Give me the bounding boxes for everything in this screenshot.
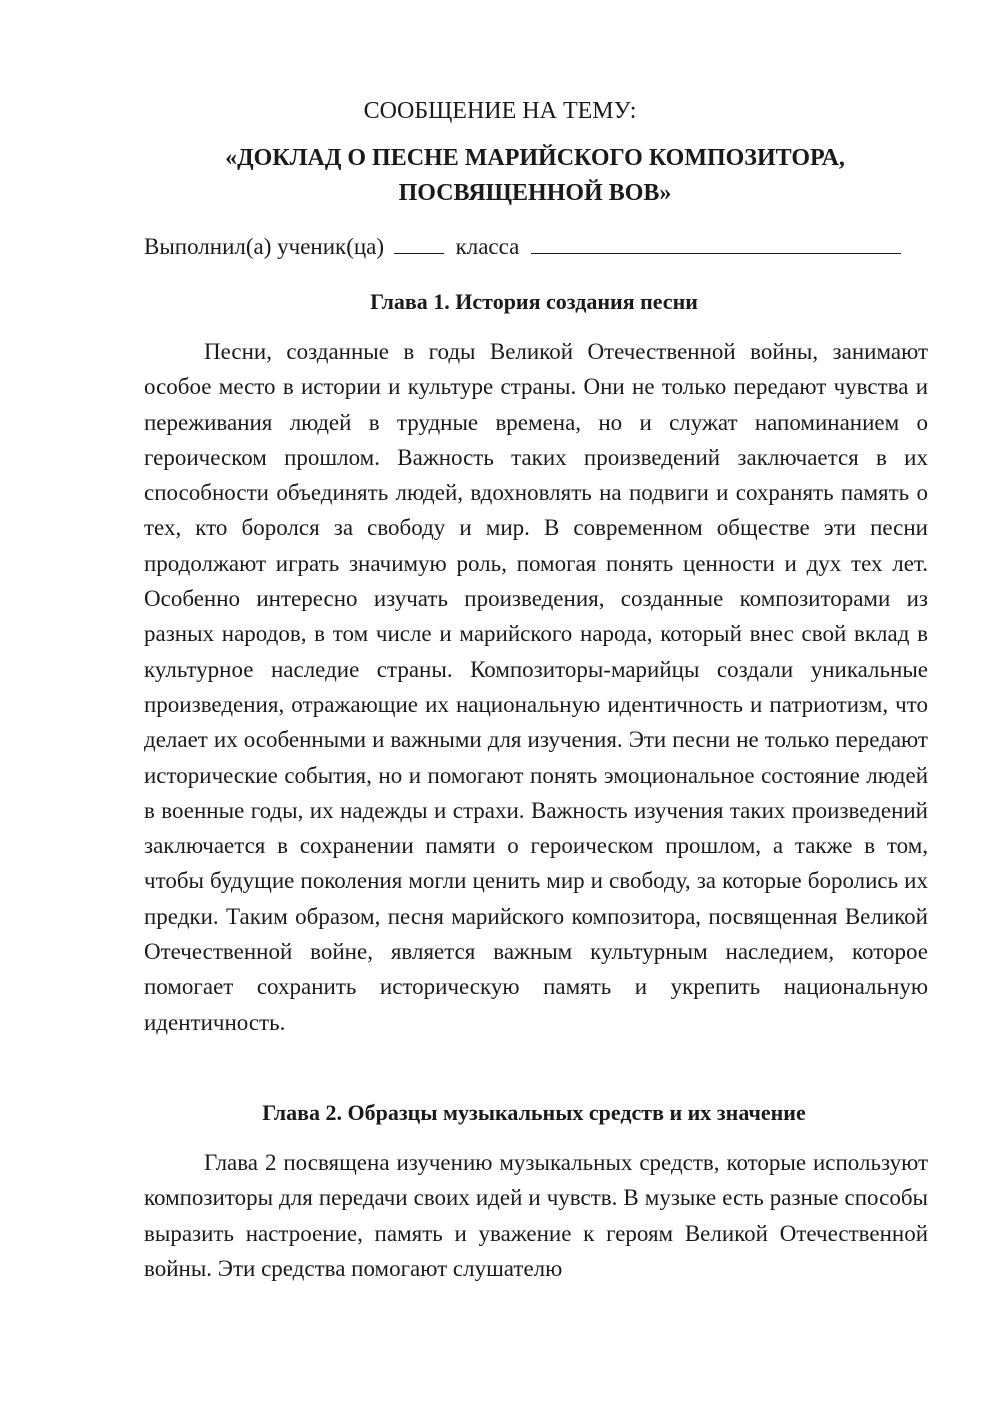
chapter-2-heading: Глава 2. Образцы музыкальных средств и их значение: [262, 1100, 806, 1125]
subject-line: СООБЩЕНИЕ НА ТЕМУ:: [363, 98, 637, 124]
chapter-2-paragraph: Глава 2 посвящена изучению музыкальных средств, которые используют композиторы для передачи своих идей и чувств. В музыке есть разные способы выразить настроение, память и уважение к героям Великой Отечественной войны. Эти средства помогают слушателю: [144, 1150, 928, 1281]
chapter-1-heading: Глава 1. История создания песни: [370, 289, 698, 314]
student-name-blank: [531, 231, 901, 254]
author-sign-prefix: Выполнил(а) ученик(ца): [144, 234, 385, 259]
document-title-line-2: ПОСВЯЩЕННОЙ ВОВ»: [398, 180, 672, 206]
class-number-blank: [394, 231, 444, 254]
class-label: класса: [455, 234, 520, 259]
document-title-line-1: «ДОКЛАД О ПЕСНЕ МАРИЙСКОГО КОМПОЗИТОРА,: [225, 145, 845, 171]
author-sign-line: [144, 231, 901, 263]
chapter-1-paragraph: Песни, созданные в годы Великой Отечественной войны, занимают особое место в истории и культуре страны. Они не только передают чувства и переживания людей в трудные времена, но и служат напоминанием о героическом прошлом. Важность таких произведений заключается в их способности объединять людей, вдохновлять на подвиги и сохранять память о тех, кто боролся за свободу и мир. В современном обществе эти песни продолжают играть значимую роль, помогая понять ценности и дух тех лет. Особенно интересно изучать произведения, созданные композиторами из разных народов, в том числе и марийского народа, который внес свой вклад в культурное наследие страны. Композиторы-марийцы создали уникальные произведения, отражающие их национальную идентичность и патриотизм, что делает их особенными и важными для изучения. Эти песни не только передают исторические события, но и помогают понять эмоциональное состояние людей в военные годы, их надежды и страхи. Важность изучения таких произведений заключается в сохранении памяти о героическом прошлом, а также в том, чтобы будущие поколения могли ценить мир и свободу, за которые боролись их предки. Таким образом, песня марийского композитора, посвященная Великой Отечественной войне, является важным культурным наследием, которое помогает сохранить историческую память и укрепить национальную идентичность.: [144, 339, 928, 1035]
